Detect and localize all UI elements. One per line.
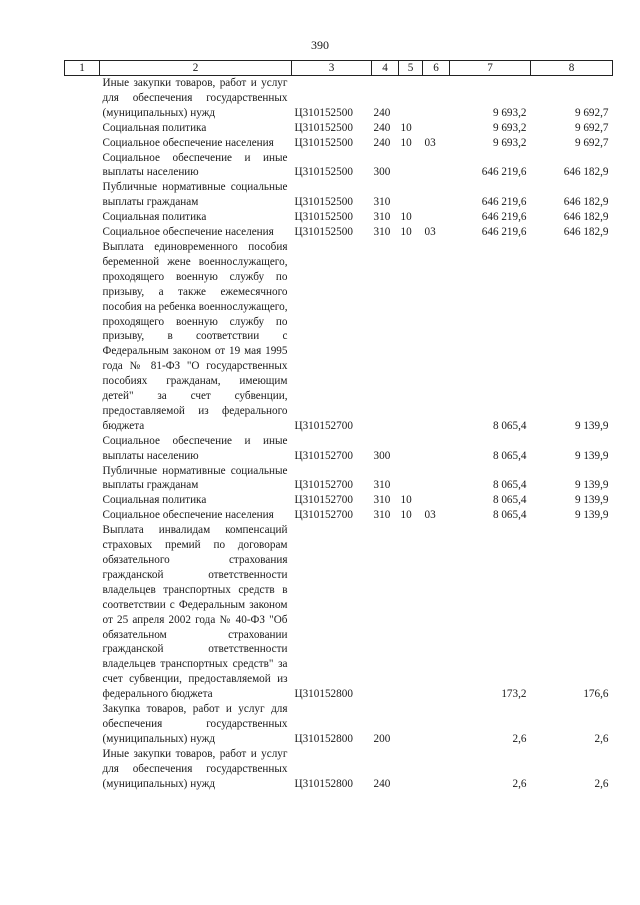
row-vr: 200 bbox=[373, 732, 391, 745]
row-vr: 300 bbox=[373, 449, 391, 462]
row-code: Ц310152500 bbox=[294, 196, 353, 209]
table-row bbox=[65, 76, 613, 121]
row-value-1: 8 065,4 bbox=[492, 494, 527, 507]
row-code: Ц310152700 bbox=[294, 449, 353, 462]
row-vr bbox=[372, 523, 399, 702]
table-row bbox=[65, 508, 613, 523]
row-pr bbox=[423, 240, 450, 434]
row-vr: 240 bbox=[373, 777, 391, 790]
row-code: Ц310152800 bbox=[294, 732, 353, 745]
table-body bbox=[65, 76, 613, 792]
column-header: 7 bbox=[450, 61, 531, 76]
row-code: Ц310152500 bbox=[294, 166, 353, 179]
row-name: Выплата инвалидам компенсаций страховых премий по договорам обязательного страхования гражданской ответственности владельцев транспортных средств в соответствии с Федеральным законом от 25 апреля 2002 года № 40-ФЗ "Об обязательном страховании гражданской ответственности владельцев транспортных средств" за счет субвенции, предоставляемой из федерального бюджета bbox=[102, 524, 288, 701]
row-rz bbox=[399, 151, 423, 181]
row-value-1: 173,2 bbox=[501, 688, 527, 701]
row-rz: 10 bbox=[400, 136, 412, 149]
row-code: Ц310152500 bbox=[294, 226, 353, 239]
column-numbers-row bbox=[65, 61, 613, 76]
row-value-2: 646 182,9 bbox=[563, 211, 609, 224]
row-rz: 10 bbox=[400, 509, 412, 522]
table-header bbox=[65, 61, 613, 76]
table-row bbox=[65, 240, 613, 434]
row-pr bbox=[423, 76, 450, 121]
row-value-1: 646 219,6 bbox=[481, 226, 527, 239]
row-rz: 10 bbox=[400, 226, 412, 239]
row-value-2: 9 139,9 bbox=[574, 494, 609, 507]
row-pr bbox=[423, 180, 450, 210]
row-value-2: 9 139,9 bbox=[574, 449, 609, 462]
row-pr bbox=[423, 702, 450, 747]
row-rz: 10 bbox=[400, 211, 412, 224]
table-row bbox=[65, 747, 613, 792]
row-value-1: 8 065,4 bbox=[492, 479, 527, 492]
row-rz bbox=[399, 76, 423, 121]
row-name: Публичные нормативные социальные выплаты гражданам bbox=[102, 464, 288, 492]
table-row bbox=[65, 210, 613, 225]
row-value-2: 9 692,7 bbox=[574, 121, 609, 134]
row-rz bbox=[399, 523, 423, 702]
row-code: Ц310152700 bbox=[294, 479, 353, 492]
budget-table bbox=[64, 60, 613, 792]
row-vr: 310 bbox=[373, 226, 391, 239]
row-value-2: 646 182,9 bbox=[563, 196, 609, 209]
row-value-1: 8 065,4 bbox=[492, 509, 527, 522]
row-value-1: 8 065,4 bbox=[492, 449, 527, 462]
row-code: Ц310152700 bbox=[294, 419, 353, 432]
row-name: Социальная политика bbox=[102, 211, 207, 224]
table-row bbox=[65, 434, 613, 464]
row-pr bbox=[423, 493, 450, 508]
row-value-2: 646 182,9 bbox=[563, 226, 609, 239]
row-name: Социальное обеспечение и иные выплаты населению bbox=[102, 434, 288, 462]
row-value-2: 9 139,9 bbox=[574, 419, 609, 432]
row-name: Социальное обеспечение и иные выплаты населению bbox=[102, 151, 288, 179]
table-row bbox=[65, 180, 613, 210]
row-vr: 310 bbox=[373, 479, 391, 492]
row-vr: 300 bbox=[373, 166, 391, 179]
row-code: Ц310152500 bbox=[294, 106, 353, 119]
row-value-1: 9 693,2 bbox=[492, 106, 527, 119]
table-row bbox=[65, 464, 613, 494]
table-row bbox=[65, 136, 613, 151]
row-vr: 310 bbox=[373, 494, 391, 507]
row-rz bbox=[399, 464, 423, 494]
row-value-2: 646 182,9 bbox=[563, 166, 609, 179]
table-row bbox=[65, 225, 613, 240]
row-value-2: 2,6 bbox=[594, 732, 609, 745]
row-value-1: 9 693,2 bbox=[492, 121, 527, 134]
column-header: 6 bbox=[423, 61, 450, 76]
row-value-2: 9 692,7 bbox=[574, 136, 609, 149]
row-name: Публичные нормативные социальные выплаты гражданам bbox=[102, 181, 288, 209]
row-pr bbox=[423, 151, 450, 181]
column-header: 1 bbox=[65, 61, 100, 76]
row-rz bbox=[399, 434, 423, 464]
table-row bbox=[65, 523, 613, 702]
row-value-1: 2,6 bbox=[512, 732, 527, 745]
row-value-2: 176,6 bbox=[583, 688, 609, 701]
row-value-1: 646 219,6 bbox=[481, 196, 527, 209]
row-pr bbox=[423, 747, 450, 792]
row-pr: 03 bbox=[424, 226, 436, 239]
row-value-1: 646 219,6 bbox=[481, 211, 527, 224]
row-value-2: 2,6 bbox=[594, 777, 609, 790]
row-name: Иные закупки товаров, работ и услуг для обеспечения государственных (муниципальных) нужд bbox=[102, 77, 288, 119]
row-name: Закупка товаров, работ и услуг для обеспечения государственных (муниципальных) нужд bbox=[102, 703, 288, 745]
row-code: Ц310152500 bbox=[294, 136, 353, 149]
row-pr: 03 bbox=[424, 509, 436, 522]
row-code: Ц310152700 bbox=[294, 509, 353, 522]
row-vr: 310 bbox=[373, 211, 391, 224]
row-value-1: 9 693,2 bbox=[492, 136, 527, 149]
column-header: 5 bbox=[399, 61, 423, 76]
row-value-1: 2,6 bbox=[512, 777, 527, 790]
row-name: Социальное обеспечение населения bbox=[102, 136, 274, 149]
row-value-1: 8 065,4 bbox=[492, 419, 527, 432]
row-pr: 03 bbox=[424, 136, 436, 149]
row-rz: 10 bbox=[400, 494, 412, 507]
column-header: 8 bbox=[531, 61, 613, 76]
row-rz bbox=[399, 180, 423, 210]
row-vr: 310 bbox=[373, 509, 391, 522]
row-code: Ц310152500 bbox=[294, 121, 353, 134]
row-rz bbox=[399, 240, 423, 434]
row-code: Ц310152800 bbox=[294, 688, 353, 701]
row-pr bbox=[423, 464, 450, 494]
row-rz bbox=[399, 702, 423, 747]
row-code: Ц310152500 bbox=[294, 211, 353, 224]
row-code: Ц310152800 bbox=[294, 777, 353, 790]
row-rz: 10 bbox=[400, 121, 412, 134]
column-header: 2 bbox=[100, 61, 292, 76]
table-row bbox=[65, 121, 613, 136]
row-value-1: 646 219,6 bbox=[481, 166, 527, 179]
row-value-2: 9 139,9 bbox=[574, 479, 609, 492]
row-name: Социальная политика bbox=[102, 494, 207, 507]
page-number: 390 bbox=[311, 38, 329, 52]
table-row bbox=[65, 493, 613, 508]
row-rz bbox=[399, 747, 423, 792]
row-code: Ц310152700 bbox=[294, 494, 353, 507]
row-value-2: 9 139,9 bbox=[574, 509, 609, 522]
row-pr bbox=[423, 434, 450, 464]
row-name: Социальное обеспечение населения bbox=[102, 509, 274, 522]
row-vr: 240 bbox=[373, 106, 391, 119]
row-vr: 240 bbox=[373, 121, 391, 134]
row-vr bbox=[372, 240, 399, 434]
row-pr bbox=[423, 210, 450, 225]
table-row bbox=[65, 151, 613, 181]
row-name: Социальная политика bbox=[102, 121, 207, 134]
row-name: Выплата единовременного пособия беременной жене военнослужащего, проходящего военную службу по призыву, а также ежемесячного пособия на ребенка военнослужащего, проходящего военную службу по призыву, в соответствии с Федеральным законом от 19 мая 1995 года № 81-ФЗ "О государственных пособиях гражданам, имеющим детей" за счет субвенции, предоставляемой из федерального бюджета bbox=[102, 240, 288, 432]
row-value-2: 9 692,7 bbox=[574, 106, 609, 119]
row-name: Иные закупки товаров, работ и услуг для обеспечения государственных (муниципальных) нужд bbox=[102, 747, 288, 790]
row-vr: 310 bbox=[373, 196, 391, 209]
column-header: 3 bbox=[292, 61, 372, 76]
column-header: 4 bbox=[372, 61, 399, 76]
table-row bbox=[65, 702, 613, 747]
row-vr: 240 bbox=[373, 136, 391, 149]
row-name: Социальное обеспечение населения bbox=[102, 226, 274, 239]
row-pr bbox=[423, 523, 450, 702]
row-pr bbox=[423, 121, 450, 136]
